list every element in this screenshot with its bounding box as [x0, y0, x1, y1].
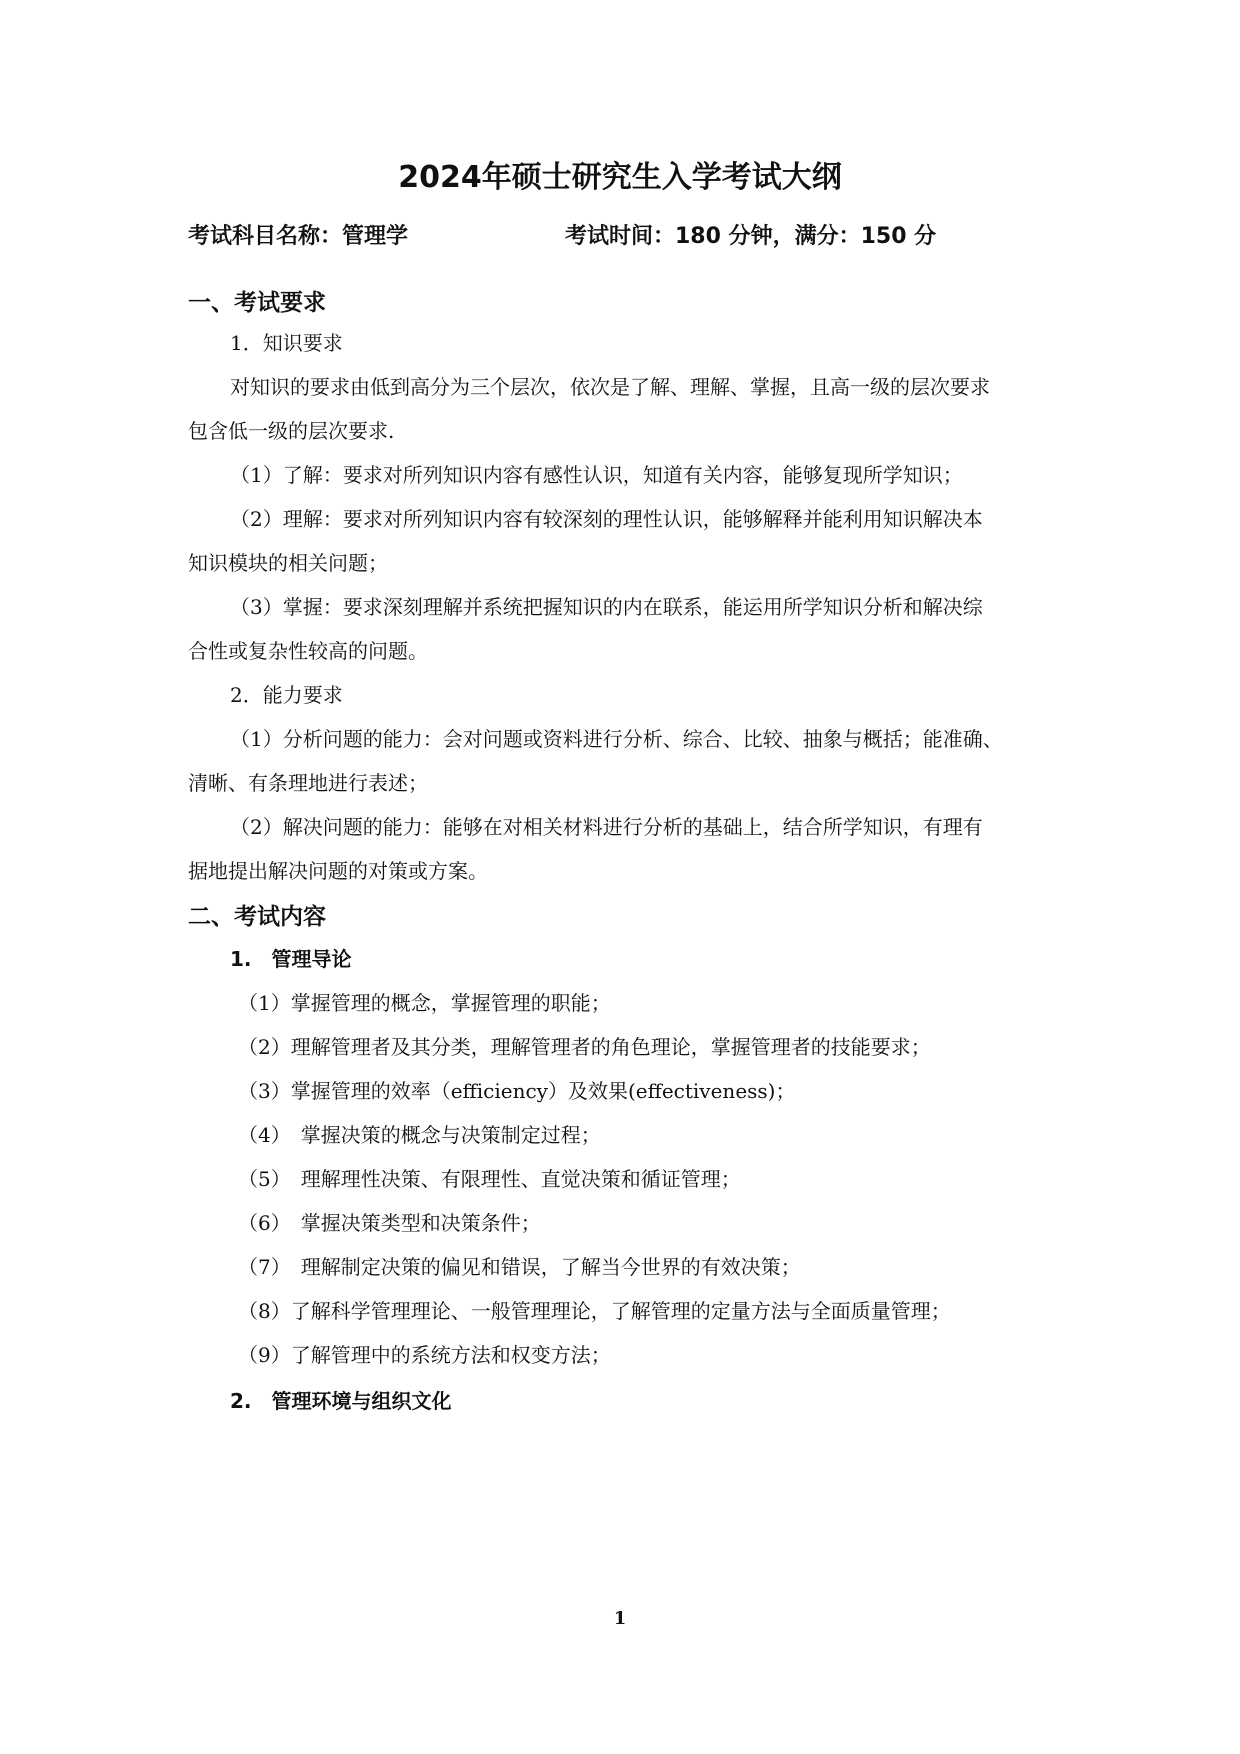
list-item: （4） 掌握决策的概念与决策制定过程；: [238, 1123, 601, 1147]
exam-subject: 考试科目名称：管理学: [188, 224, 409, 249]
section-heading-requirements: 一、考试要求: [188, 290, 326, 316]
paragraph-line: （2）理解：要求对所列知识内容有较深刻的理性认识，能够解释并能利用知识解决本: [230, 507, 983, 531]
list-item: （1）掌握管理的概念，掌握管理的职能；: [238, 991, 611, 1015]
list-item: （8）了解科学管理理论、一般管理理论，了解管理的定量方法与全面质量管理；: [238, 1299, 951, 1323]
paragraph-line: （2）解决问题的能力：能够在对相关材料进行分析的基础上，结合所学知识，有理有: [230, 815, 983, 839]
list-item: （2）理解管理者及其分类，理解管理者的角色理论，掌握管理者的技能要求；: [238, 1035, 931, 1059]
subsection-heading-ability: 2．能力要求: [230, 683, 343, 707]
page-title: 2024年硕士研究生入学考试大纲: [398, 160, 842, 195]
page-number: 1: [613, 1608, 627, 1629]
paragraph-line: （1）分析问题的能力：会对问题或资料进行分析、综合、比较、抽象与概括；能准确、: [230, 727, 1003, 751]
section-heading-content: 二、考试内容: [188, 904, 326, 930]
paragraph-line: （3）掌握：要求深刻理解并系统把握知识的内在联系，能运用所学知识分析和解决综: [230, 595, 983, 619]
paragraph-line: 包含低一级的层次要求.: [188, 419, 395, 443]
paragraph-line: 对知识的要求由低到高分为三个层次，依次是了解、理解、掌握，且高一级的层次要求: [230, 375, 990, 399]
paragraph-line: 据地提出解决问题的对策或方案。: [188, 859, 488, 883]
list-item: （7） 理解制定决策的偏见和错误，了解当今世界的有效决策；: [238, 1255, 801, 1279]
subsection-heading-knowledge: 1．知识要求: [230, 331, 343, 355]
chapter-heading-management-intro: 1. 管理导论: [230, 947, 352, 971]
paragraph-line: （1）了解：要求对所列知识内容有感性认识，知道有关内容，能够复现所学知识；: [230, 463, 963, 487]
list-item: （5） 理解理性决策、有限理性、直觉决策和循证管理；: [238, 1167, 741, 1191]
exam-time-score: 考试时间：180 分钟，满分：150 分: [565, 224, 937, 249]
paragraph-line: 合性或复杂性较高的问题。: [188, 639, 428, 663]
paragraph-line: 清晰、有条理地进行表述；: [188, 771, 428, 795]
list-item: （6） 掌握决策类型和决策条件；: [238, 1211, 541, 1235]
list-item: （9）了解管理中的系统方法和权变方法；: [238, 1343, 611, 1367]
chapter-heading-environment-culture: 2. 管理环境与组织文化: [230, 1389, 452, 1413]
paragraph-line: 知识模块的相关问题；: [188, 551, 388, 575]
list-item: （3）掌握管理的效率（efficiency）及效果(effectiveness)；: [238, 1079, 796, 1103]
